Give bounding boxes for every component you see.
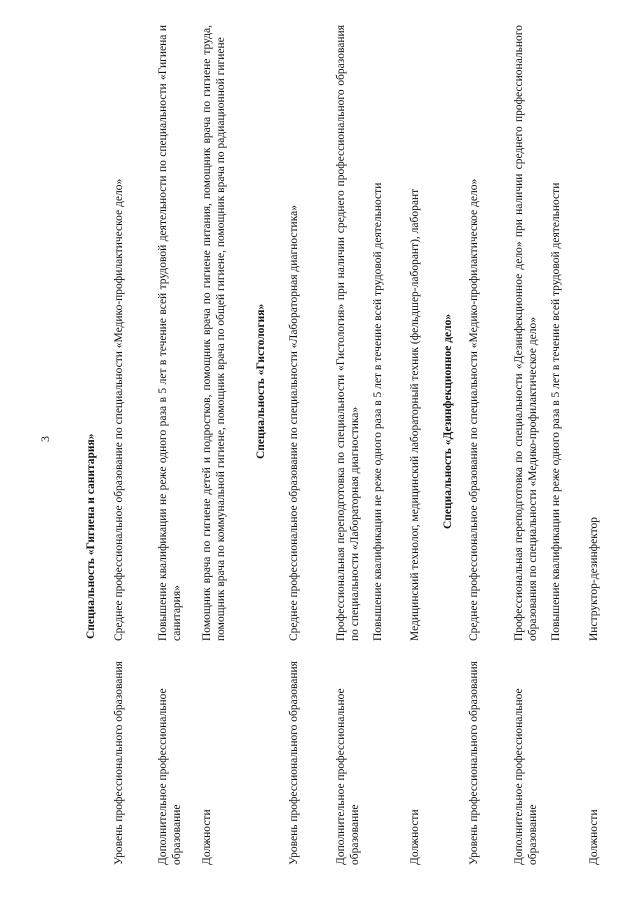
row-label: Уровень профессионального образования	[113, 661, 125, 865]
row-education-level	[468, 25, 482, 865]
row-value	[513, 25, 564, 641]
row-value: Среднее профессиональное образование по специальности «Медико-профилактическое дело»	[468, 178, 480, 641]
section-title: Специальность «Гигиена и санитария»	[85, 433, 97, 639]
row-positions	[201, 25, 228, 865]
row-value	[335, 25, 386, 641]
row-value	[157, 25, 184, 641]
row-label: Дополнительное профессиональное образование	[157, 688, 183, 865]
row-label: Дополнительное профессиональное образование	[335, 688, 361, 865]
row-label: Уровень профессионального образования	[288, 661, 300, 865]
value-paragraph: Повышение квалификации не реже одного раза в 5 лет в течение всей трудовой деятельности по специальности «Гигиена и санитария»	[157, 25, 183, 641]
row-education-level	[113, 25, 127, 865]
value-paragraph: Повышение квалификации не реже одного раза в 5 лет в течение всей трудовой деятельности	[550, 182, 562, 641]
row-label: Должности	[409, 809, 421, 865]
row-additional-education	[513, 25, 564, 865]
row-value: Медицинский технолог, медицинский лабораторный техник (фельдшер-лаборант), лаборант	[409, 188, 421, 641]
value-paragraph: Профессиональная переподготовка по специальности «Дезинфекционное дело» при наличии среднего профессионального образования по специальности «Медико-профилактическое дело»	[513, 25, 539, 641]
row-value: Среднее профессиональное образование по специальности «Лабораторная диагностика»	[288, 205, 300, 641]
page-number: 3	[38, 436, 52, 442]
row-education-level	[288, 25, 302, 865]
row-label: Должности	[201, 809, 213, 865]
row-positions	[409, 25, 423, 865]
row-additional-education	[157, 25, 184, 865]
row-label: Уровень профессионального образования	[468, 661, 480, 865]
value-paragraph: Профессиональная переподготовка по специальности «Гистология» при наличии среднего профессионального образования по специальности «Лабораторная диагностика»	[335, 25, 361, 641]
row-label: Дополнительное профессиональное образование	[513, 688, 539, 865]
value-paragraph: Повышение квалификации не реже одного раза в 5 лет в течение всей трудовой деятельности	[372, 182, 384, 641]
row-positions	[588, 25, 602, 865]
row-value: Помощник врача по гигиене детей и подростков, помощник врача по гигиене питания, помощник врача по гигиене труда, помощник врача по коммунальной гигиене, помощник врача по общей гигиене, помощник врача по радиационной гигиене	[201, 25, 227, 641]
row-additional-education	[335, 25, 386, 865]
section-title: Специальность «Дезинфекционное дело»	[442, 313, 454, 529]
row-value: Среднее профессиональное образование по специальности «Медико-профилактическое дело»	[113, 178, 125, 641]
section-title: Специальность «Гистология»	[255, 303, 267, 459]
row-label: Должности	[588, 809, 600, 865]
row-value: Инструктор-дезинфектор	[588, 516, 600, 641]
